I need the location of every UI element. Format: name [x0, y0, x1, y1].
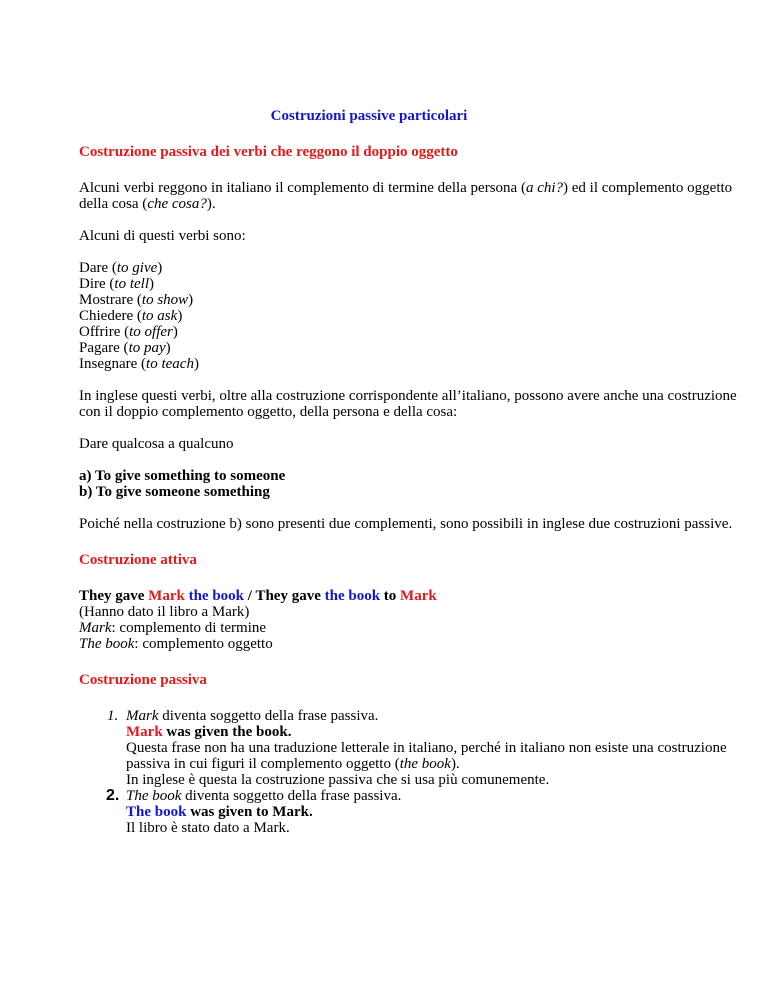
active-sentence: They gave Mark the book / They gave the book to Mark: [79, 588, 437, 604]
example-constructions: [79, 468, 759, 500]
verb-item: Chiedere (to ask): [79, 308, 183, 324]
active-translation: (Hanno dato il libro a Mark): [79, 604, 250, 620]
section-heading-active: Costruzione attiva: [79, 552, 197, 568]
intro-paragraph: Alcuni verbi reggono in italiano il complemento di termine della persona (a chi?) ed il complemento oggetto della cosa (che cosa?).: [79, 180, 733, 212]
list-number: 2.: [106, 787, 120, 804]
passive-example: The book was given to Mark.: [126, 804, 313, 820]
verb-item: Offrire (to offer): [79, 324, 178, 340]
verb-item: Mostrare (to show): [79, 292, 194, 308]
passive-example: Mark was given the book.: [126, 724, 292, 740]
active-legend-book: The book: complemento oggetto: [79, 636, 273, 652]
verb-item: Dire (to tell): [79, 276, 154, 292]
poiche-paragraph: Poiché nella costruzione b) sono presenti due complementi, sono possibili in inglese due costruzioni passive.: [79, 516, 733, 532]
active-legend-mark: Mark: complemento di termine: [79, 620, 267, 636]
active-example-block: [79, 588, 759, 652]
passive-list: [79, 708, 759, 836]
english-note-paragraph: In inglese questi verbi, oltre alla costruzione corrispondente all’italiano, possono avere anche una costruzione con il doppio complemento oggetto, della persona e della cosa:: [79, 388, 737, 420]
section-heading-double-object: Costruzione passiva dei verbi che reggono il doppio oggetto: [79, 144, 458, 160]
document-content: [79, 108, 759, 836]
passive-note: Questa frase non ha una traduzione letterale in italiano, perché in italiano non esiste una costruzione passiva in cui figuri il complemento oggetto (the book).: [126, 740, 727, 772]
example-a: a) To give something to someone: [79, 468, 286, 484]
example-italian: Dare qualcosa a qualcuno: [79, 436, 234, 452]
verb-list: [79, 260, 759, 372]
list-number: 1.: [107, 708, 119, 724]
verb-item: Pagare (to pay): [79, 340, 171, 356]
passive-note: In inglese è questa la costruzione passiva che si usa più comunemente.: [126, 772, 550, 788]
list-item: 1. Mark diventa soggetto della frase passiva. Mark was given the book. Questa frase non ha una traduzione letterale in italiano, perché in italiano non esiste una costruzione passiva in cui figuri il complemento oggetto (the book). In inglese è questa la costruzione passiva che si usa più comunemente.: [79, 708, 759, 788]
page-title: Costruzioni passive particolari: [270, 108, 468, 124]
section-heading-passive: Costruzione passiva: [79, 672, 207, 688]
example-b: b) To give someone something: [79, 484, 270, 500]
passive-note: Il libro è stato dato a Mark.: [126, 820, 290, 836]
list-item: 2. The book diventa soggetto della frase passiva. The book was given to Mark. Il libro è stato dato a Mark.: [79, 788, 759, 836]
verb-item: Insegnare (to teach): [79, 356, 199, 372]
verb-item: Dare (to give): [79, 260, 163, 276]
verbs-intro: Alcuni di questi verbi sono:: [79, 228, 246, 244]
